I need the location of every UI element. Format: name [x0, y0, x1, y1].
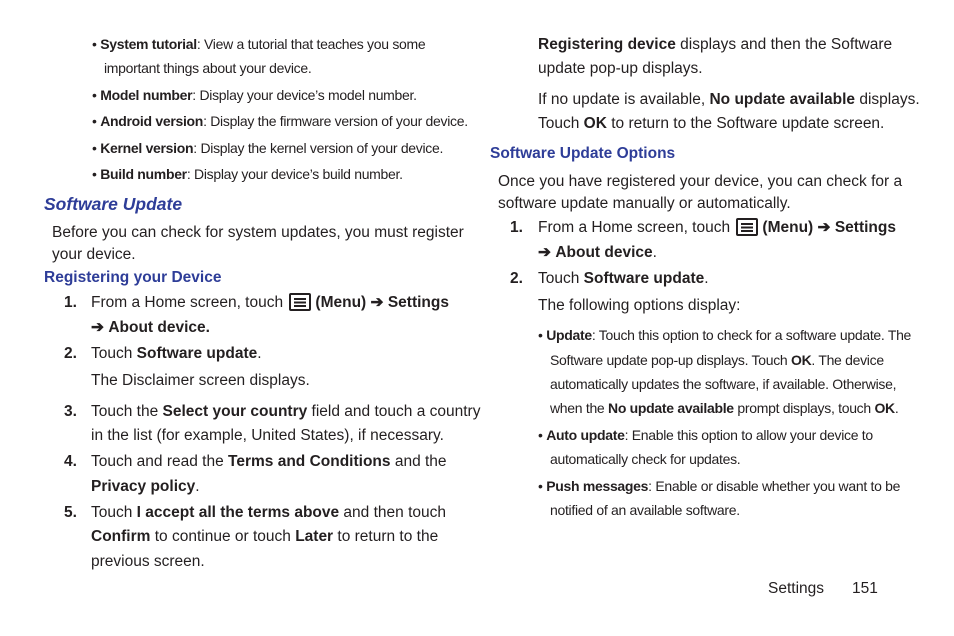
bullet-push-messages-line-1: • Push messages: Enable or disable whether you want to be	[538, 478, 901, 494]
bullet-term: System tutorial	[100, 36, 197, 52]
step-text: .	[704, 270, 709, 287]
bullet-term: Update	[546, 327, 592, 343]
no-update-line-2	[538, 112, 884, 136]
bullet-term: Kernel version	[100, 140, 194, 156]
subsection-heading: Software Update Options	[490, 145, 676, 162]
step-bold: Later	[295, 528, 334, 545]
step-3-line-2: in the list (for example, United States), if necessary.	[91, 427, 444, 444]
bullet-bold: OK	[874, 400, 895, 416]
step-bold: Privacy policy	[91, 478, 196, 495]
step-4-line-2	[91, 475, 200, 499]
no-update-line-1	[538, 88, 920, 112]
bold-term: OK	[583, 115, 607, 132]
step-4-line-1	[91, 450, 447, 474]
step-bold: I accept all the terms above	[136, 504, 340, 521]
bold-term: No update available	[709, 91, 856, 108]
step-2-line	[538, 267, 709, 291]
intro-line: software update manually or automatically.	[498, 195, 791, 212]
step-text: to continue or touch	[150, 528, 296, 545]
bullet-text: : View a tutorial that teaches you some	[196, 36, 426, 52]
bullet-kernel-version: • Kernel version: Display the kernel version of your device.	[92, 140, 444, 156]
bullet-text: when the	[550, 400, 609, 416]
step-text: .	[257, 345, 262, 362]
bullet-model-number: • Model number: Display your device’s model number.	[92, 87, 417, 103]
bullet-update-line-1: • Update: Touch this option to check for a software update. The	[538, 327, 912, 343]
registering-line-1	[538, 33, 892, 57]
footer-page-number: 151	[852, 580, 878, 597]
step-text: Touch the	[91, 403, 163, 420]
bullet-term: Model number	[100, 87, 193, 103]
step-3-line-1	[91, 400, 480, 424]
subsection-heading: Registering your Device	[44, 269, 222, 286]
arrow-icon: ➔	[817, 219, 831, 236]
bullet-term: Auto update	[546, 427, 625, 443]
bullet-auto-update-line-1: • Auto update: Enable this option to allow your device to	[538, 427, 873, 443]
text: to return to the Software update screen.	[606, 115, 885, 132]
step-2-note: The following options display:	[538, 297, 741, 314]
bullet-text: : Display your device’s model number.	[192, 87, 417, 103]
bullet-text: prompt displays, touch	[733, 400, 875, 416]
bullet-text: : Enable this option to allow your device to	[624, 427, 873, 443]
bullet-system-tutorial: • System tutorial: View a tutorial that teaches you some	[92, 36, 426, 52]
step-5-line-2	[91, 525, 438, 549]
step-text: From a Home screen, touch	[91, 294, 284, 311]
step-text: Touch	[91, 345, 137, 362]
arrow-icon: ➔	[370, 294, 384, 311]
step-2-line	[91, 342, 262, 366]
step-text: field and touch a country	[307, 403, 481, 420]
menu-label: (Menu)	[315, 294, 367, 311]
menu-icon	[736, 218, 758, 236]
bold-term: Registering device	[538, 36, 676, 53]
bullet-android-version: • Android version: Display the firmware version of your device.	[92, 113, 468, 129]
text: If no update is available,	[538, 91, 710, 108]
menu-icon	[289, 293, 311, 311]
step-number: 2.	[510, 270, 523, 287]
about-device-label: About device	[555, 244, 653, 261]
intro-line: Once you have registered your device, you can check for a	[498, 173, 903, 190]
bullet-text: : Display your device’s build number.	[186, 166, 403, 182]
bullet-term: Build number	[100, 166, 187, 182]
step-number: 1.	[510, 219, 523, 236]
arrow-icon: ➔	[538, 244, 551, 261]
step-number: 2.	[64, 345, 77, 362]
settings-label: Settings	[387, 294, 449, 311]
bullet-update-line-4	[550, 400, 898, 416]
step-text: From a Home screen, touch	[538, 219, 731, 236]
text: displays and then the Software	[675, 36, 893, 53]
step-1-line-1	[538, 216, 896, 240]
bullet-bold: OK	[790, 352, 812, 368]
bullet-push-messages-line-2: notified of an available software.	[550, 502, 740, 518]
step-text: and the	[390, 453, 447, 470]
bullet-text: .	[894, 400, 899, 416]
bullet-continuation: important things about your device.	[104, 60, 312, 76]
step-number: 4.	[64, 453, 77, 470]
bullet-term: Android version	[100, 113, 204, 129]
step-1-line-2	[538, 241, 657, 265]
text: Touch	[538, 115, 584, 132]
step-5-line-1	[91, 501, 446, 525]
bullet-text: : Display the firmware version of your device.	[203, 113, 468, 129]
step-text: Touch and read the	[91, 453, 229, 470]
step-text: Touch	[91, 504, 137, 521]
about-device-label: About device.	[108, 319, 210, 336]
intro-line: your device.	[52, 246, 136, 263]
settings-label: Settings	[834, 219, 896, 236]
step-text: to return to the	[333, 528, 439, 545]
step-number: 3.	[64, 403, 77, 420]
step-bold: Select your country	[162, 403, 308, 420]
step-bold: Software update	[136, 345, 258, 362]
intro-line: Before you can check for system updates, you must register	[52, 224, 464, 241]
arrow-icon: ➔	[91, 319, 104, 336]
bullet-update-line-2	[550, 352, 884, 368]
step-bold: Software update	[583, 270, 705, 287]
step-2-note: The Disclaimer screen displays.	[91, 372, 310, 389]
step-text: .	[652, 244, 657, 261]
step-bold: Terms and Conditions	[228, 453, 391, 470]
bullet-update-line-3: automatically updates the software, if available. Otherwise,	[550, 376, 897, 392]
bullet-text: : Enable or disable whether you want to be	[648, 478, 901, 494]
bullet-text: Software update pop-up displays. Touch	[550, 352, 791, 368]
bullet-text: . The device	[811, 352, 884, 368]
step-text: Touch	[538, 270, 584, 287]
menu-label: (Menu)	[762, 219, 814, 236]
bullet-build-number: • Build number: Display your device’s build number.	[92, 166, 403, 182]
bullet-text: : Touch this option to check for a software update. The	[591, 327, 912, 343]
text: displays.	[855, 91, 920, 108]
step-number: 1.	[64, 294, 77, 311]
step-5-line-3: previous screen.	[91, 553, 205, 570]
step-number: 5.	[64, 504, 77, 521]
step-1-line-2	[91, 316, 210, 340]
step-1-line-1	[91, 291, 449, 315]
bullet-auto-update-line-2: automatically check for updates.	[550, 451, 741, 467]
bullet-bold: No update available	[608, 400, 734, 416]
registering-line-2: update pop-up displays.	[538, 60, 703, 77]
bullet-text: : Display the kernel version of your device.	[193, 140, 444, 156]
section-heading: Software Update	[44, 194, 183, 214]
step-bold: Confirm	[91, 528, 151, 545]
step-text: .	[195, 478, 200, 495]
footer-section-name: Settings	[768, 580, 825, 597]
step-text: and then touch	[339, 504, 446, 521]
bullet-term: Push messages	[546, 478, 649, 494]
